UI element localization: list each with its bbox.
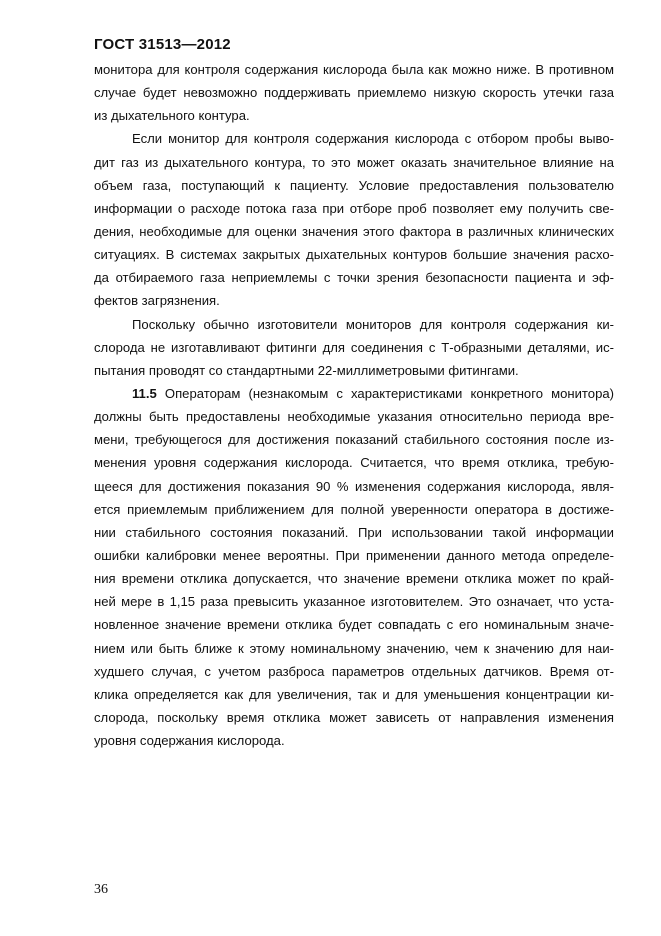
text-line: Операторам (незнакомым с характеристиками конкретного монитора) xyxy=(164,385,614,401)
text-line: дит газ из дыхательного контура, то это может оказать значительное влияние на xyxy=(94,154,614,170)
clause-first-line xyxy=(94,382,614,405)
text-line: клика определяется как для увеличения, так и для уменьшения концентрации ки- xyxy=(94,686,614,702)
text-line: фектов загрязнения. xyxy=(94,293,220,309)
text-line: объем газа, поступающий к пациенту. Условие предоставления пользователю xyxy=(94,177,614,193)
text-line: менения уровня содержания кислорода. Считается, что время отклика, требую- xyxy=(94,455,614,471)
text-line: пытания проводят со стандартными 22-миллиметровыми фитингами. xyxy=(94,362,519,378)
text-line: нием или быть ближе к этому номинальному значению, чем к значению для наи- xyxy=(94,640,614,656)
text-line: слорода, поскольку время отклика может зависеть от направления изменения xyxy=(94,709,614,725)
text-line: худшего случая, с учетом разброса параметров отдельных датчиков. Время от- xyxy=(94,663,614,679)
text-line: да отбираемого газа неприемлемы с точки зрения безопасности пациента и эф- xyxy=(94,270,614,286)
text-line: слорода не изготавливают фитинги для соединения с Т-образными деталями, ис- xyxy=(94,339,614,355)
text-line: ется приемлемым приближением для полной уверенности оператора в достиже- xyxy=(94,501,614,517)
text-line: ситуациях. В системах закрытых дыхательных контуров большие значения расхо- xyxy=(94,247,614,263)
text-line: Если монитор для контроля содержания кислорода с отбором пробы выво- xyxy=(132,131,614,147)
body-text xyxy=(94,58,614,752)
text-line: новленное значение времени отклика будет совпадать с его номинальным значе- xyxy=(94,617,614,633)
text-line: ней мере в 1,15 раза превысить указанное изготовителем. Это означает, что уста- xyxy=(94,594,614,610)
clause-number: 11.5 xyxy=(132,385,157,401)
text-line: мени, требующегося для достижения показаний стабильного состояния после из- xyxy=(94,432,614,448)
text-line: Поскольку обычно изготовители мониторов для контроля содержания ки- xyxy=(132,316,614,332)
document-header: ГОСТ 31513—2012 xyxy=(94,36,231,53)
text-line: ошибки калибровки менее вероятны. При применении данного метода определе- xyxy=(94,547,614,563)
text-line: ния времени отклика допускается, что значение времени отклика может по край- xyxy=(94,571,614,587)
text-line: щееся для достижения показания 90 % изменения содержания кислорода, явля- xyxy=(94,478,614,494)
text-line: должны быть предоставлены необходимые указания относительно периода вре- xyxy=(94,409,614,425)
text-line: монитора для контроля содержания кислорода была как можно ниже. В противном xyxy=(94,62,614,77)
text-line: дения, необходимые для оценки значения этого фактора в различных клинических xyxy=(94,223,614,239)
text-line: из дыхательного контура. xyxy=(94,108,250,124)
text-line: информации о расходе потока газа при отборе проб позволяет ему получить све- xyxy=(94,200,614,216)
text-line: уровня содержания кислорода. xyxy=(94,733,285,749)
text-line: случае будет невозможно поддерживать приемлемо низкую скорость утечки газа xyxy=(94,85,614,101)
page-number: 36 xyxy=(94,882,108,897)
text-line: нии стабильного состояния показаний. При использовании такой информации xyxy=(94,524,614,540)
